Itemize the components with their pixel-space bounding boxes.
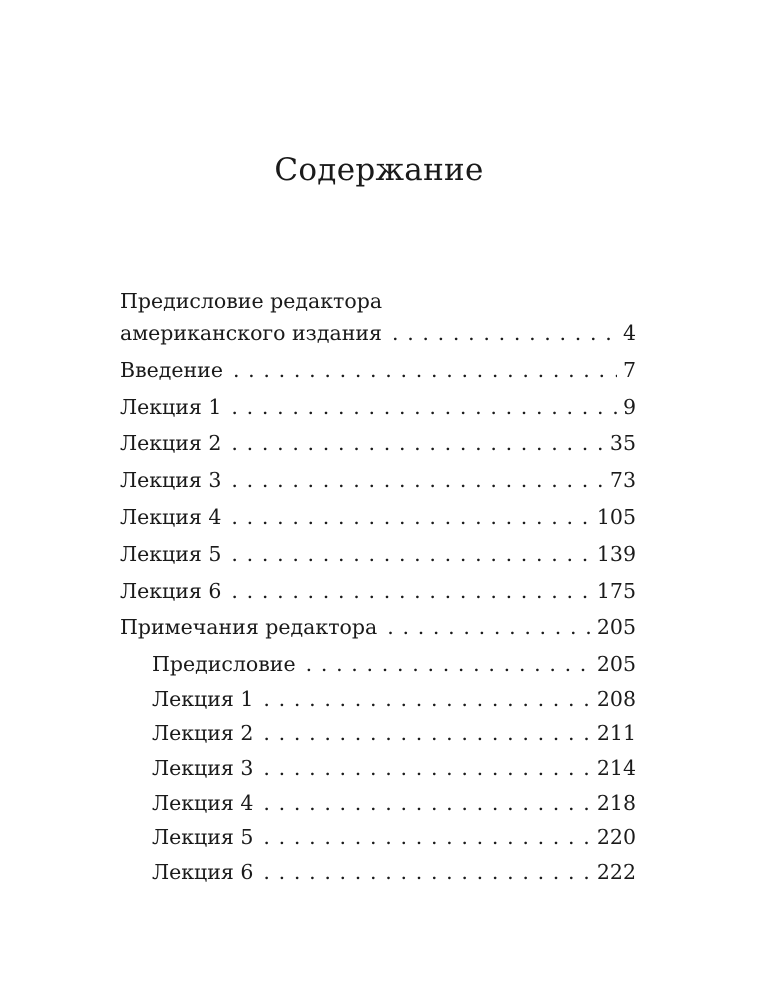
toc-entry-label-line1: Предисловие редактора [120,289,383,313]
dot-leader [263,683,590,715]
toc-page-number: 35 [609,431,636,456]
dot-leader [306,648,591,680]
dot-leader [263,787,590,819]
toc-sub-entry-label: Лекция 3 [152,755,254,780]
dot-leader [231,391,617,423]
toc-entry-label: Лекция 3 [120,468,222,493]
dot-leader [231,427,604,459]
toc-sub-entry[interactable] [120,648,636,683]
toc-page-number: 4 [622,321,636,345]
toc-sub-entry[interactable] [120,787,636,822]
dot-leader [263,821,590,853]
toc-page-number: 218 [596,790,636,815]
toc-page-number: 105 [596,504,636,529]
toc-sub-entry[interactable] [120,752,636,787]
toc-entry-label: Введение [120,357,223,382]
toc-page-number: 7 [622,357,636,382]
page-title: Содержание [274,152,484,188]
toc-entry-preface[interactable] [120,285,636,349]
toc-page-number: 211 [596,721,636,746]
toc-sub-entry[interactable] [120,856,636,891]
toc-entry-label: Лекция 6 [120,578,222,603]
dot-leader [231,575,590,607]
toc-entry-label: Лекция 4 [120,504,222,529]
toc-page-number: 9 [622,394,636,419]
toc-sub-entry-label: Лекция 1 [152,686,254,711]
toc-entry-label: Лекция 5 [120,541,222,566]
toc-page-number: 214 [596,755,636,780]
toc-sub-entry-label: Лекция 4 [152,790,254,815]
toc-entry[interactable] [120,611,636,648]
toc-entry[interactable] [120,575,636,612]
dot-leader [263,856,590,888]
dot-leader [231,501,590,533]
toc-page-number: 208 [596,686,636,711]
toc-sub-entry-label: Лекция 5 [152,825,254,850]
toc-entry[interactable] [120,501,636,538]
dot-leader [392,317,617,349]
toc-entry-label: Примечания редактора [120,615,378,640]
dot-leader [263,717,590,749]
toc-page-number: 139 [596,541,636,566]
dot-leader [263,752,590,784]
toc-page-number: 222 [596,859,636,884]
toc-entry[interactable] [120,464,636,501]
toc-page-number: 175 [596,578,636,603]
toc-entry[interactable] [120,391,636,428]
toc-sub-entry[interactable] [120,821,636,856]
toc-page-number: 220 [596,825,636,850]
toc-entry[interactable] [120,538,636,575]
dot-leader [231,464,604,496]
toc-page-number: 205 [596,652,636,677]
toc-sub-entry[interactable] [120,683,636,718]
toc-entry-label-line2: американского издания [120,321,382,345]
toc-entry[interactable] [120,354,636,391]
dot-leader [231,538,590,570]
toc-sub-entry[interactable] [120,717,636,752]
toc-sub-entry-label: Лекция 6 [152,859,254,884]
table-of-contents [120,285,636,890]
toc-entry-label: Лекция 1 [120,394,222,419]
toc-entry[interactable] [120,427,636,464]
toc-page-number: 205 [596,615,636,640]
dot-leader [233,354,617,386]
toc-sub-entry-label: Предисловие [152,652,296,677]
toc-sub-entry-label: Лекция 2 [152,721,254,746]
dot-leader [387,611,591,643]
toc-entry-label: Лекция 2 [120,431,222,456]
toc-page-number: 73 [609,468,636,493]
